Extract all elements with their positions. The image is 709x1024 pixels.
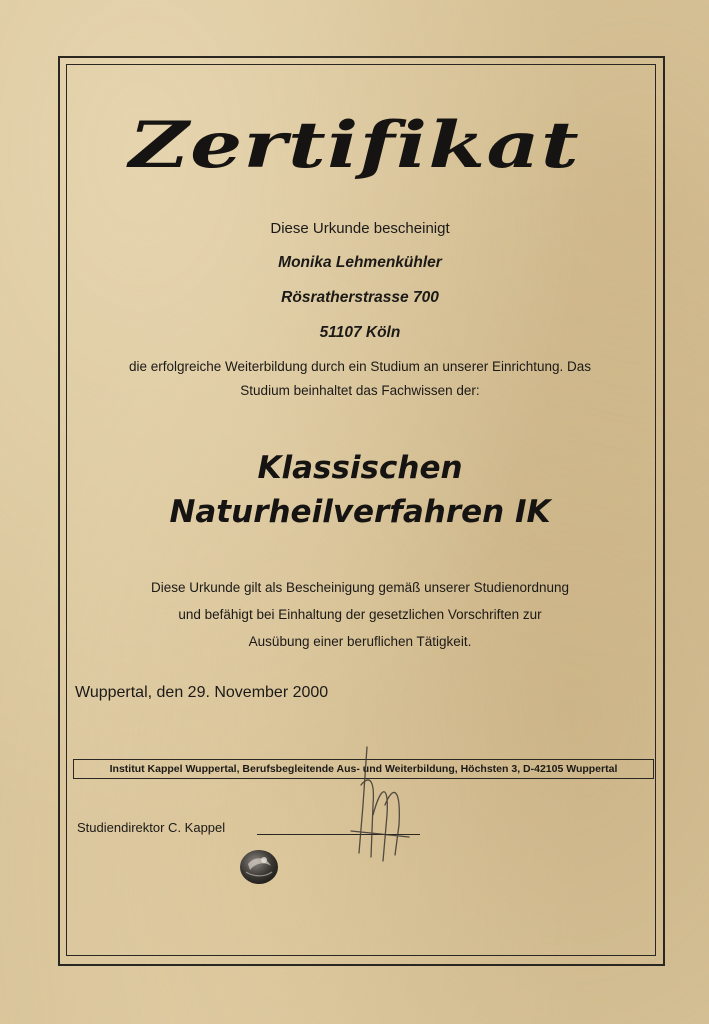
recipient-name: Monika Lehmenkühler — [278, 254, 442, 271]
description — [70, 355, 650, 403]
signatory-label: Studiendirektor C. Kappel — [77, 820, 226, 835]
validity-statement — [70, 574, 650, 655]
description-line-1: die erfolgreiche Weiterbildung durch ein Studium an unserer Einrichtung. Das — [128, 359, 591, 374]
validity-line-3: Ausübung einer beruflichen Tätigkeit. — [248, 634, 472, 649]
course-subject-line-1: Klassischen — [257, 450, 463, 486]
handwritten-signature — [345, 745, 415, 865]
recipient-street: Rösratherstrasse 700 — [281, 289, 439, 306]
description-line-2: Studium beinhaltet das Fachwissen der: — [240, 383, 480, 398]
institute-address-box: Institut Kappel Wuppertal, Berufsbegleitende Aus- und Weiterbildung, Höchsten 3, D-42105 Wuppertal — [73, 759, 654, 779]
validity-line-2: und befähigt bei Einhaltung der gesetzlichen Vorschriften zur — [178, 607, 542, 622]
recipient-city: 51107 Köln — [319, 324, 401, 341]
certificate-title: Zertifikat — [129, 108, 580, 183]
course-subject — [70, 446, 650, 534]
intro-text: Diese Urkunde bescheinigt — [270, 220, 450, 237]
place-date: Wuppertal, den 29. November 2000 — [75, 684, 329, 701]
seal-logo-icon — [238, 846, 282, 886]
course-subject-line-2: Naturheilverfahren IK — [169, 494, 551, 530]
validity-line-1: Diese Urkunde gilt als Bescheinigung gemäß unserer Studienordnung — [151, 580, 569, 595]
